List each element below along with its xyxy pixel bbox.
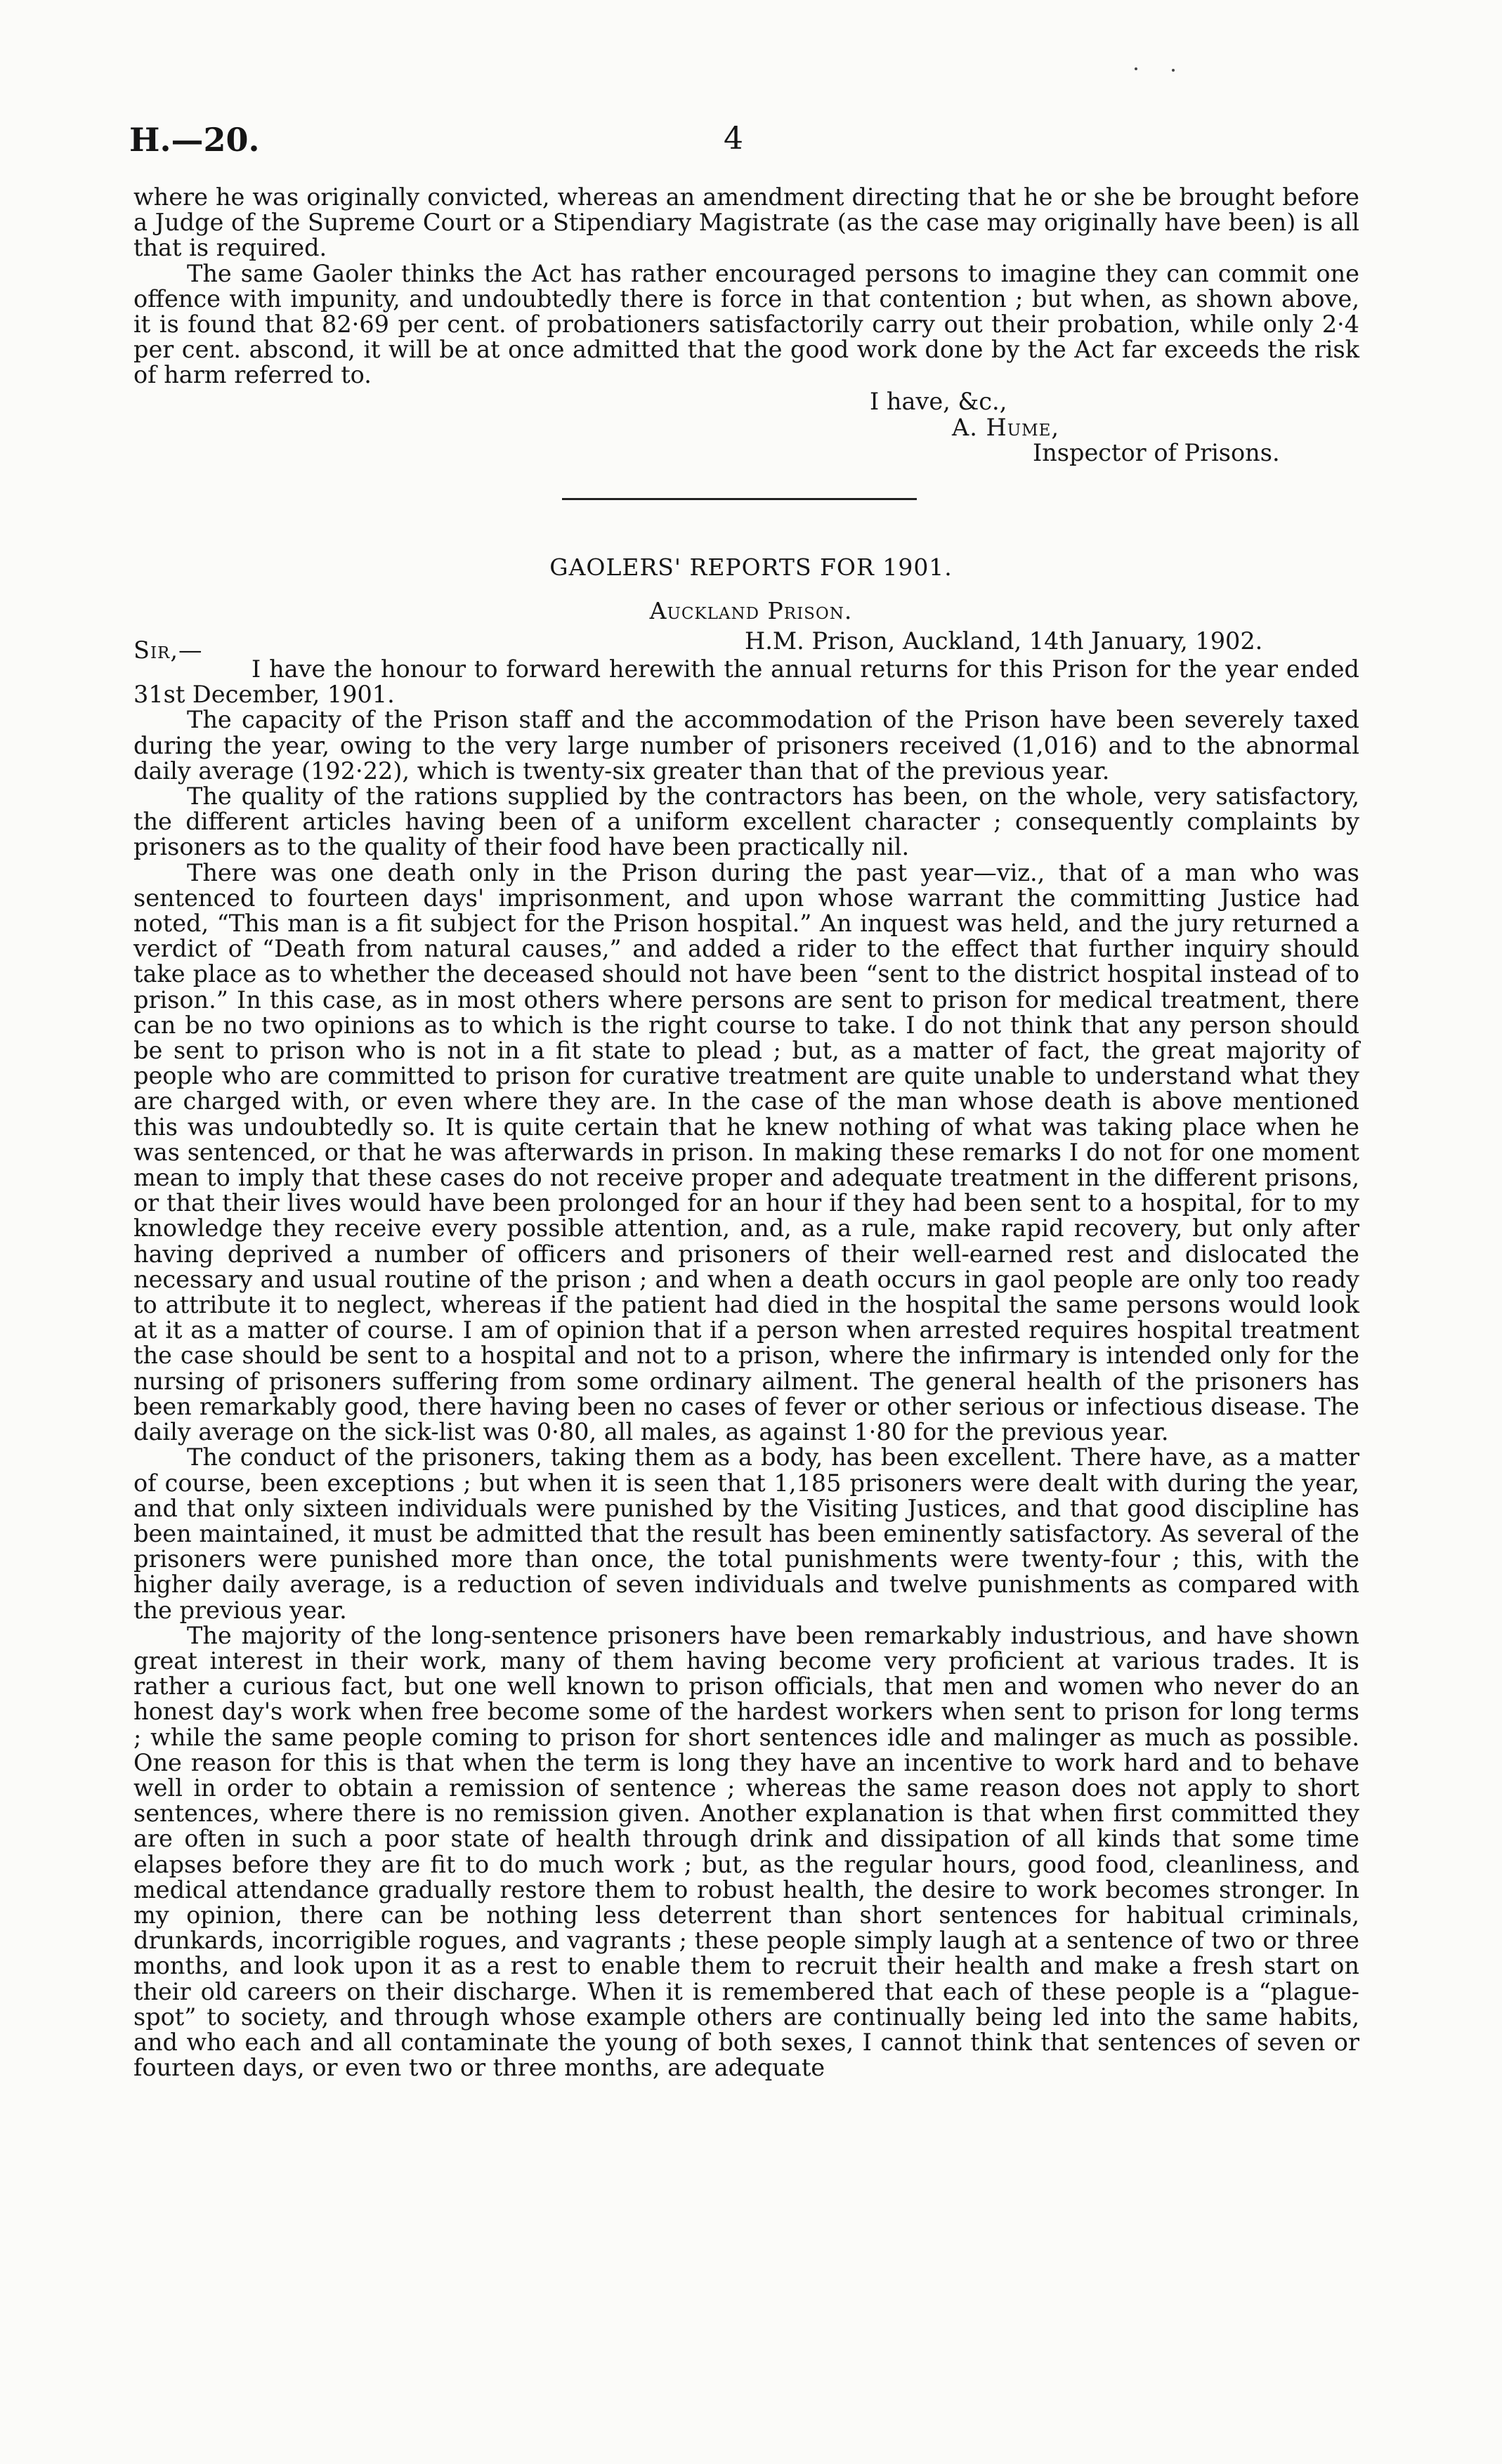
closing-line: I have, &c., <box>870 388 1007 415</box>
signer-title: Inspector of Prisons. <box>1033 439 1280 466</box>
body-paragraph: The same Gaoler thinks the Act has rather encouraged persons to imagine they can commit one offence with impunity, and undoubtedly there is force in that contention ; but when, as shown above, it is found that 82·69 per cent. of probationers satisfactorily carry out their probation, while only 2·4 per cent. abscond, it will be at once admitted that the good work done by the Act far exceeds the risk of harm referred to. <box>133 259 1359 389</box>
body-paragraph: The quality of the rations supplied by the contractors has been, on the whole, very satisfactory, the different articles having been of a uniform excellent character ; consequently complaints by prisoners as to the quality of their food have been practically nil. <box>133 782 1359 861</box>
document-id: H.—20. <box>129 121 260 159</box>
continued-paragraph: where he was originally convicted, whereas an amendment directing that he or she be brought before a Judge of the Supreme Court or a Stipendiary Magistrate (as the case may originally have been) is all that is required. <box>133 183 1359 262</box>
body-paragraph: There was one death only in the Prison during the past year—viz., that of a man who was sentenced to fourteen days' imprisonment, and upon whose warrant the committing Justice had noted, “This man is a fit subject for the Prison hospital.” An inquest was held, and the jury returned a verdict of “Death from natural causes,” and added a rider to the effect that further inquiry should take place as to whether the deceased should not have been “sent to the district hospital instead of to prison.” In this case, as in most others where persons are sent to prison for medical treatment, there can be no two opinions as to which is the right course to take. I do not think that any person should be sent to prison who is not in a fit state to plead ; but, as a matter of fact, the great majority of people who are committed to prison for curative treatment are quite unable to understand what they are charged with, or even where they are. In the case of the man whose death is above mentioned this was undoubtedly so. It is quite certain that he knew nothing of what was taking place when he was sentenced, or that he was afterwards in prison. In making these remarks I do not for one moment mean to imply that these cases do not receive proper and adequate treatment in the different prisons, or that their lives would have been prolonged for an hour if they had been sent to a hospital, for to my knowledge they receive every possible attention, and, as a rule, make rapid recovery, but only after having deprived a number of officers and prisoners of their well-earned rest and dislocated the necessary and usual routine of the prison ; and when a death occurs in gaol people are only too ready to attribute it to neglect, whereas if the patient had died in the hospital the same persons would look at it as a matter of course. I am of opinion that if a person when arrested requires hospital treatment the case should be sent to a hospital and not to a prison, where the infirmary is intended only for the nursing of prisoners suffering from some ordinary ailment. The general health of the prisoners has been remarkably good, there having been no cases of fever or other serious or infectious disease. The daily average on the sick-list was 0·80, all males, as against 1·80 for the previous year. <box>133 858 1359 1446</box>
page-number: 4 <box>724 121 743 157</box>
body-paragraph: I have the honour to forward herewith the annual returns for this Prison for the year ended 31st December, 1901. <box>133 655 1359 709</box>
report-body <box>133 657 1359 2080</box>
section-divider <box>562 498 917 500</box>
salutation: Sir,— <box>133 636 203 664</box>
section-subtitle: Auckland Prison. <box>649 597 853 624</box>
intro-text <box>133 185 1359 388</box>
body-paragraph: The majority of the long-sentence prisoners have been remarkably industrious, and have shown great interest in their work, many of them having become very proficient at various trades. It is rather a curious fact, but one well known to prison officials, that men and women who never do an honest day's work when free become some of the hardest workers when sent to prison for long terms ; while the same people coming to prison for short sentences idle and malinger as much as possible. One reason for this is that when the term is long they have an incentive to work hard and to behave well in order to obtain a remission of sentence ; whereas the same reason does not apply to short sentences, where there is no remission given. Another explanation is that when first committed they are often in such a poor state of health through drink and dissipation of all kinds that some time elapses before they are fit to do much work ; but, as the regular hours, good food, cleanliness, and medical attendance gradually restore them to robust health, the desire to work becomes stronger. In my opinion, there can be nothing less deterrent than short sentences for habitual criminals, drunkards, incorrigible rogues, and vagrants ; these people simply laugh at a sentence of two or three months, and look upon it as a rest to enable them to recruit their health and make a fresh start on their old careers on their discharge. When it is remembered that each of these people is a “plague-spot” to society, and through whose example others are continually being led into the same habits, and who each and all contaminate the young of both sexes, I cannot think that sentences of seven or fourteen days, or even two or three months, are adequate <box>133 1621 1359 2082</box>
body-paragraph: The capacity of the Prison staff and the accommodation of the Prison have been severely taxed during the year, owing to the very large number of prisoners received (1,016) and to the abnormal daily average (192·22), which is twenty-six greater than that of the previous year. <box>133 706 1359 785</box>
body-paragraph: The conduct of the prisoners, taking them as a body, has been excellent. There have, as a matter of course, been exceptions ; but when it is seen that 1,185 prisoners were dealt with during the year, and that only sixteen individuals were punished by the Visiting Justices, and that good discipline has been maintained, it must be admitted that the result has been eminently satisfactory. As several of the prisoners were punished more than once, the total punishments were twenty-four ; this, with the higher daily average, is a reduction of seven individuals and twelve punishments as compared with the previous year. <box>133 1443 1359 1624</box>
signer-name: A. Hume, <box>952 414 1060 441</box>
address-line: H.M. Prison, Auckland, 14th January, 1902. <box>745 627 1263 655</box>
scan-speck <box>1135 67 1137 70</box>
section-title: GAOLERS' REPORTS FOR 1901. <box>549 553 953 581</box>
scan-speck <box>1172 69 1175 72</box>
